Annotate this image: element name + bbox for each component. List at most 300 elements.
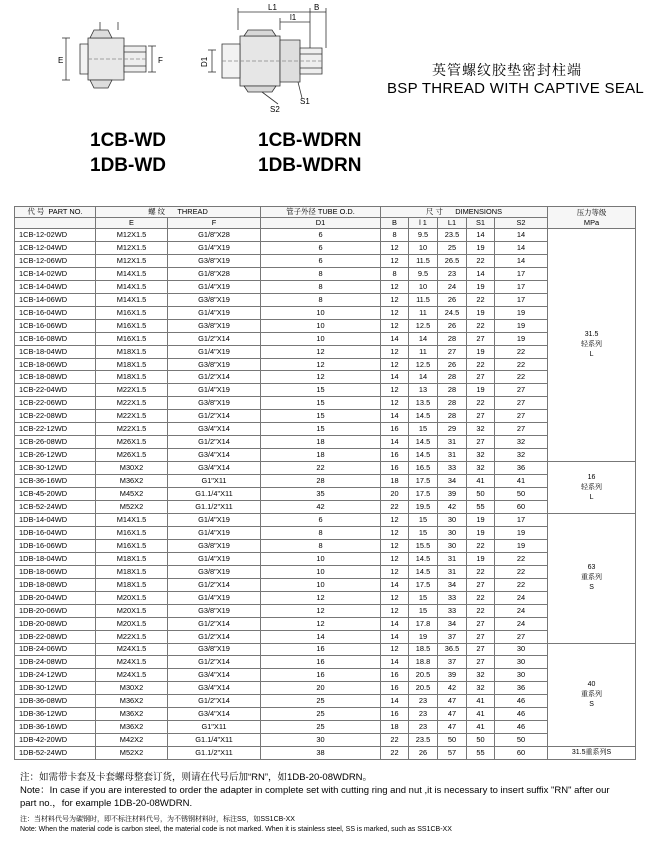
table-cell: M18X1.5: [96, 565, 168, 578]
table-cell: 33: [438, 604, 467, 617]
table-cell: 19: [467, 526, 495, 539]
table-cell: 31: [438, 552, 467, 565]
table-cell: 23.5: [438, 229, 467, 242]
table-cell: G1/4"X19: [168, 384, 261, 397]
table-cell: 12: [261, 358, 381, 371]
table-cell: 22: [261, 462, 381, 475]
dimension-label-b: B: [314, 3, 320, 12]
table-cell: M14X1.5: [96, 513, 168, 526]
table-cell: G1/2"X14: [168, 332, 261, 345]
table-cell: 27: [467, 410, 495, 423]
table-cell: G1.1/2"X11: [168, 501, 261, 514]
table-cell: G3/8"X19: [168, 643, 261, 656]
table-cell: 22: [381, 747, 409, 760]
table-cell: 27: [467, 371, 495, 384]
table-cell: 28: [438, 332, 467, 345]
table-cell: 14: [381, 371, 409, 384]
table-cell: 46: [495, 708, 548, 721]
table-cell: 19: [495, 319, 548, 332]
table-row: [15, 539, 636, 552]
table-cell: 41: [467, 721, 495, 734]
table-cell: 29: [438, 423, 467, 436]
table-cell: 22: [467, 319, 495, 332]
table-cell: 14: [409, 371, 438, 384]
part-number-cell: 1CB-12-06WD: [15, 254, 96, 267]
table-cell: 18: [261, 449, 381, 462]
table-cell: 19: [495, 306, 548, 319]
table-cell: 6: [261, 241, 381, 254]
table-cell: 14: [381, 410, 409, 423]
header-d1: D1: [261, 218, 381, 229]
table-cell: 12: [381, 397, 409, 410]
table-cell: G1/4"X19: [168, 345, 261, 358]
table-cell: 12: [381, 293, 409, 306]
pressure-rating-cell: [548, 229, 636, 462]
table-cell: 24: [438, 280, 467, 293]
table-cell: G1/4"X19: [168, 306, 261, 319]
table-cell: 23: [409, 708, 438, 721]
header-s1: S1: [467, 218, 495, 229]
table-cell: 24.5: [438, 306, 467, 319]
table-cell: 30: [438, 526, 467, 539]
table-cell: M18X1.5: [96, 371, 168, 384]
table-body: [15, 229, 636, 760]
part-number-cell: 1CB-16-06WD: [15, 319, 96, 332]
table-cell: 12: [261, 371, 381, 384]
table-cell: 12: [381, 604, 409, 617]
part-number-cell: 1CB-14-06WD: [15, 293, 96, 306]
table-cell: 11: [409, 306, 438, 319]
table-cell: 19: [409, 630, 438, 643]
table-cell: 12: [261, 591, 381, 604]
table-cell: G1/4"X19: [168, 552, 261, 565]
table-cell: M24X1.5: [96, 669, 168, 682]
table-row: [15, 475, 636, 488]
table-cell: 27: [495, 410, 548, 423]
table-cell: 19: [467, 552, 495, 565]
table-cell: 24: [495, 617, 548, 630]
part-number-cell: 1DB-52-24WD: [15, 747, 96, 760]
table-cell: 37: [438, 656, 467, 669]
table-cell: 55: [467, 747, 495, 760]
table-cell: G3/4"X14: [168, 449, 261, 462]
table-cell: M18X1.5: [96, 552, 168, 565]
table-cell: G1/2"X14: [168, 617, 261, 630]
table-row: [15, 630, 636, 643]
table-cell: 10: [261, 319, 381, 332]
dimension-label-e: E: [58, 56, 64, 65]
table-cell: M26X1.5: [96, 436, 168, 449]
table-cell: 14: [495, 229, 548, 242]
table-cell: G3/8"X19: [168, 293, 261, 306]
pressure-rating-cell: [548, 462, 636, 514]
header-row-main: [15, 207, 636, 218]
table-cell: G3/8"X19: [168, 539, 261, 552]
table-cell: 15: [409, 423, 438, 436]
table-cell: M18X1.5: [96, 345, 168, 358]
table-cell: G1.1/2"X11: [168, 747, 261, 760]
table-cell: 15: [261, 423, 381, 436]
specification-table: [14, 206, 636, 760]
table-cell: M16X1.5: [96, 526, 168, 539]
table-cell: 22: [467, 358, 495, 371]
table-cell: 23: [438, 267, 467, 280]
table-row: [15, 513, 636, 526]
part-number-cell: 1CB-14-04WD: [15, 280, 96, 293]
pressure-series-code: L: [589, 493, 594, 501]
table-cell: G3/8"X19: [168, 565, 261, 578]
table-cell: 34: [438, 617, 467, 630]
table-cell: 16: [381, 708, 409, 721]
table-cell: 20.5: [409, 682, 438, 695]
pressure-rating-cell: [548, 643, 636, 747]
table-cell: 14: [495, 241, 548, 254]
table-cell: 47: [438, 695, 467, 708]
table-cell: 57: [438, 747, 467, 760]
table-cell: 19: [495, 526, 548, 539]
table-cell: 18.5: [409, 643, 438, 656]
table-row: [15, 501, 636, 514]
table-cell: G1/2"X14: [168, 578, 261, 591]
table-row: [15, 708, 636, 721]
table-cell: 60: [495, 501, 548, 514]
table-cell: 27: [467, 643, 495, 656]
model-name: 1CB-WDRN: [258, 130, 362, 151]
part-number-cell: 1DB-36-16WD: [15, 721, 96, 734]
table-cell: 11: [409, 345, 438, 358]
model-name: 1DB-WD: [90, 155, 166, 176]
table-cell: 14: [261, 630, 381, 643]
part-number-cell: 1CB-16-04WD: [15, 306, 96, 319]
table-cell: 41: [467, 708, 495, 721]
table-cell: G3/4"X14: [168, 682, 261, 695]
table-cell: 22: [381, 734, 409, 747]
table-cell: 23.5: [409, 734, 438, 747]
table-cell: 23: [409, 695, 438, 708]
pressure-rating-cell: [548, 747, 636, 760]
part-number-cell: 1DB-24-12WD: [15, 669, 96, 682]
header-pressure: 压力等级 MPa: [548, 207, 636, 229]
table-cell: G1"X11: [168, 721, 261, 734]
table-cell: 19: [467, 306, 495, 319]
table-cell: 9.5: [409, 229, 438, 242]
header-f: F: [168, 218, 261, 229]
table-cell: 12: [381, 526, 409, 539]
table-cell: 16: [381, 449, 409, 462]
table-cell: 15: [409, 604, 438, 617]
table-cell: 46: [495, 695, 548, 708]
part-number-cell: 1CB-12-02WD: [15, 229, 96, 242]
table-cell: 23: [409, 721, 438, 734]
table-cell: 14.5: [409, 449, 438, 462]
table-cell: 50: [495, 734, 548, 747]
table-cell: 19: [495, 539, 548, 552]
part-number-cell: 1DB-20-06WD: [15, 604, 96, 617]
table-cell: 22: [467, 591, 495, 604]
header-blank: [15, 218, 96, 229]
table-cell: 50: [467, 488, 495, 501]
header-part-no: 代 号 PART NO.: [15, 207, 96, 218]
table-cell: 16: [381, 682, 409, 695]
table-cell: M36X2: [96, 721, 168, 734]
pressure-series: 轻系列: [581, 483, 603, 491]
header-b: B: [381, 218, 409, 229]
table-cell: M22X1.5: [96, 384, 168, 397]
table-cell: 22: [495, 552, 548, 565]
table-cell: G1/4"X19: [168, 591, 261, 604]
table-cell: 37: [438, 630, 467, 643]
table-cell: 25: [261, 708, 381, 721]
table-cell: 8: [261, 280, 381, 293]
pressure-value: 31.5: [584, 331, 599, 339]
table-cell: 14: [381, 695, 409, 708]
table-cell: G3/8"X19: [168, 319, 261, 332]
table-cell: 13.5: [409, 397, 438, 410]
table-cell: 10: [409, 280, 438, 293]
table-cell: 18: [261, 436, 381, 449]
table-cell: 27: [467, 617, 495, 630]
table-row: [15, 345, 636, 358]
part-number-cell: 1CB-12-04WD: [15, 241, 96, 254]
table-row: [15, 656, 636, 669]
table-row: [15, 293, 636, 306]
table-row: [15, 436, 636, 449]
part-number-cell: 1CB-22-12WD: [15, 423, 96, 436]
part-number-cell: 1DB-20-08WD: [15, 617, 96, 630]
table-row: [15, 488, 636, 501]
table-row: [15, 410, 636, 423]
table-cell: 14: [409, 332, 438, 345]
table-cell: 18: [381, 721, 409, 734]
table-row: [15, 319, 636, 332]
pressure-rating-cell: [548, 513, 636, 643]
table-cell: 28: [261, 475, 381, 488]
table-cell: M18X1.5: [96, 358, 168, 371]
table-cell: 14: [381, 332, 409, 345]
table-cell: 50: [438, 734, 467, 747]
table-cell: 34: [438, 475, 467, 488]
table-row: [15, 423, 636, 436]
table-cell: 19.5: [409, 501, 438, 514]
pressure-value: 16: [587, 473, 596, 481]
table-cell: 14.5: [409, 552, 438, 565]
table-cell: 6: [261, 229, 381, 242]
part-number-cell: 1CB-22-04WD: [15, 384, 96, 397]
table-cell: 30: [261, 734, 381, 747]
table-cell: 28: [438, 410, 467, 423]
table-cell: 15: [261, 397, 381, 410]
table-row: [15, 306, 636, 319]
table-cell: M16X1.5: [96, 319, 168, 332]
table-cell: 8: [261, 293, 381, 306]
table-cell: 25: [261, 695, 381, 708]
table-cell: M16X1.5: [96, 332, 168, 345]
table-row: [15, 617, 636, 630]
table-cell: 18: [381, 475, 409, 488]
table-cell: 19: [467, 345, 495, 358]
part-number-cell: 1DB-18-04WD: [15, 552, 96, 565]
table-cell: 17.5: [409, 488, 438, 501]
table-cell: G1"X11: [168, 475, 261, 488]
table-cell: 12: [381, 241, 409, 254]
table-row: [15, 604, 636, 617]
table-cell: M22X1.5: [96, 630, 168, 643]
table-cell: 22: [467, 604, 495, 617]
table-cell: 19: [495, 332, 548, 345]
table-cell: 27: [495, 397, 548, 410]
table-cell: 32: [467, 449, 495, 462]
table-row: [15, 241, 636, 254]
pressure-series: 轻系列: [581, 341, 603, 349]
table-cell: 19: [467, 241, 495, 254]
table-row: [15, 332, 636, 345]
table-cell: 14: [381, 617, 409, 630]
table-cell: 17.5: [409, 578, 438, 591]
table-cell: 16: [261, 656, 381, 669]
table-cell: 12: [381, 539, 409, 552]
table-cell: 12: [381, 384, 409, 397]
table-cell: 16: [381, 462, 409, 475]
table-cell: 10: [409, 241, 438, 254]
table-row: [15, 371, 636, 384]
note-english: Note：In case if you are interested to order the adapter in complete set with cutting ring and nut ,it is necessary to insert suffix "RN" after our part no.，for example 1DB-20-08WDRN.: [20, 785, 610, 809]
table-cell: 14: [495, 254, 548, 267]
table-cell: 20: [261, 682, 381, 695]
title-english: BSP THREAD WITH CAPTIVE SEAL: [387, 80, 645, 97]
table-cell: 34: [438, 578, 467, 591]
table-cell: G1.1/4"X11: [168, 734, 261, 747]
table-cell: 27: [467, 578, 495, 591]
table-cell: 30: [438, 513, 467, 526]
table-cell: 18.8: [409, 656, 438, 669]
table-cell: G1/2"X14: [168, 630, 261, 643]
table-cell: 12: [381, 358, 409, 371]
table-cell: 41: [467, 475, 495, 488]
table-cell: 22: [467, 293, 495, 306]
table-cell: 32: [495, 449, 548, 462]
table-cell: 20.5: [409, 669, 438, 682]
table-cell: M12X1.5: [96, 254, 168, 267]
table-cell: 10: [261, 578, 381, 591]
part-number-cell: 1CB-14-02WD: [15, 267, 96, 280]
table-cell: 28: [438, 384, 467, 397]
table-cell: 46: [495, 721, 548, 734]
part-number-cell: 1CB-22-06WD: [15, 397, 96, 410]
table-cell: 47: [438, 708, 467, 721]
table-row: [15, 565, 636, 578]
table-cell: 17: [495, 267, 548, 280]
part-number-cell: 1CB-18-06WD: [15, 358, 96, 371]
table-cell: 12: [381, 319, 409, 332]
table-cell: 14.5: [409, 410, 438, 423]
table-cell: M36X2: [96, 695, 168, 708]
header-l1-short: l 1: [409, 218, 438, 229]
table-row: [15, 229, 636, 242]
table-cell: 27: [467, 436, 495, 449]
table-cell: M30X2: [96, 682, 168, 695]
table-cell: 8: [381, 267, 409, 280]
table-cell: G3/8"X19: [168, 358, 261, 371]
table-cell: 42: [438, 682, 467, 695]
table-cell: 41: [495, 475, 548, 488]
table-cell: 12: [381, 280, 409, 293]
title-chinese: 英管螺纹胶垫密封柱端: [432, 62, 582, 78]
table-cell: G1/4"X19: [168, 241, 261, 254]
table-cell: 22: [467, 254, 495, 267]
table-cell: 36: [495, 682, 548, 695]
table-cell: 31: [438, 565, 467, 578]
table-cell: 50: [467, 734, 495, 747]
table-cell: 16.5: [409, 462, 438, 475]
table-cell: 10: [261, 565, 381, 578]
table-row: [15, 578, 636, 591]
pressure-value: 40: [587, 680, 596, 688]
dimension-label-s1: S1: [300, 97, 310, 106]
part-number-cell: 1DB-18-08WD: [15, 578, 96, 591]
table-cell: 35: [261, 488, 381, 501]
table-cell: 55: [467, 501, 495, 514]
part-number-cell: 1DB-20-04WD: [15, 591, 96, 604]
table-cell: 30: [438, 539, 467, 552]
pressure-series-code: S: [589, 700, 594, 708]
table-cell: 22: [495, 565, 548, 578]
table-row: [15, 721, 636, 734]
table-cell: 42: [261, 501, 381, 514]
part-number-cell: 1CB-30-12WD: [15, 462, 96, 475]
adapter-drawing: [62, 22, 156, 88]
table-cell: 27: [495, 384, 548, 397]
header-dimensions: 尺 寸 DIMENSIONS: [381, 207, 548, 218]
table-cell: 10: [261, 306, 381, 319]
table-cell: 15: [409, 526, 438, 539]
table-cell: 19: [467, 280, 495, 293]
table-cell: G1/2"X14: [168, 656, 261, 669]
table-cell: 22: [381, 501, 409, 514]
footnote-chinese: 注：当材料代号为碳钢时，即不标注材料代号，为不锈钢材料时，标注SS，如SS1CB-XX: [20, 816, 295, 823]
part-number-cell: 1CB-52-24WD: [15, 501, 96, 514]
table-cell: 11.5: [409, 293, 438, 306]
table-row: [15, 267, 636, 280]
table-row: [15, 669, 636, 682]
table-cell: 14: [381, 578, 409, 591]
table-row: [15, 552, 636, 565]
table-row: [15, 591, 636, 604]
table-cell: 15: [261, 384, 381, 397]
table-cell: 9.5: [409, 267, 438, 280]
pressure-value: 31.5重系列S: [571, 749, 612, 757]
table-cell: G1/2"X14: [168, 695, 261, 708]
table-cell: 27: [467, 656, 495, 669]
part-number-cell: 1CB-18-08WD: [15, 371, 96, 384]
pressure-series-code: L: [589, 351, 594, 359]
header-thread: 螺 纹 THREAD: [96, 207, 261, 218]
table-row: [15, 526, 636, 539]
table-cell: 14.5: [409, 436, 438, 449]
table-cell: G1/8"X28: [168, 267, 261, 280]
table-cell: 13: [409, 384, 438, 397]
part-number-cell: 1DB-36-12WD: [15, 708, 96, 721]
table-cell: 22: [467, 539, 495, 552]
header-tube-od: 管子外径 TUBE O.D.: [261, 207, 381, 218]
table-row: [15, 682, 636, 695]
table-cell: 8: [261, 267, 381, 280]
table-cell: 26: [438, 358, 467, 371]
table-cell: 15: [261, 410, 381, 423]
pressure-series-code: S: [589, 584, 594, 592]
table-cell: 36.5: [438, 643, 467, 656]
table-cell: 22: [495, 358, 548, 371]
table-cell: 32: [495, 436, 548, 449]
